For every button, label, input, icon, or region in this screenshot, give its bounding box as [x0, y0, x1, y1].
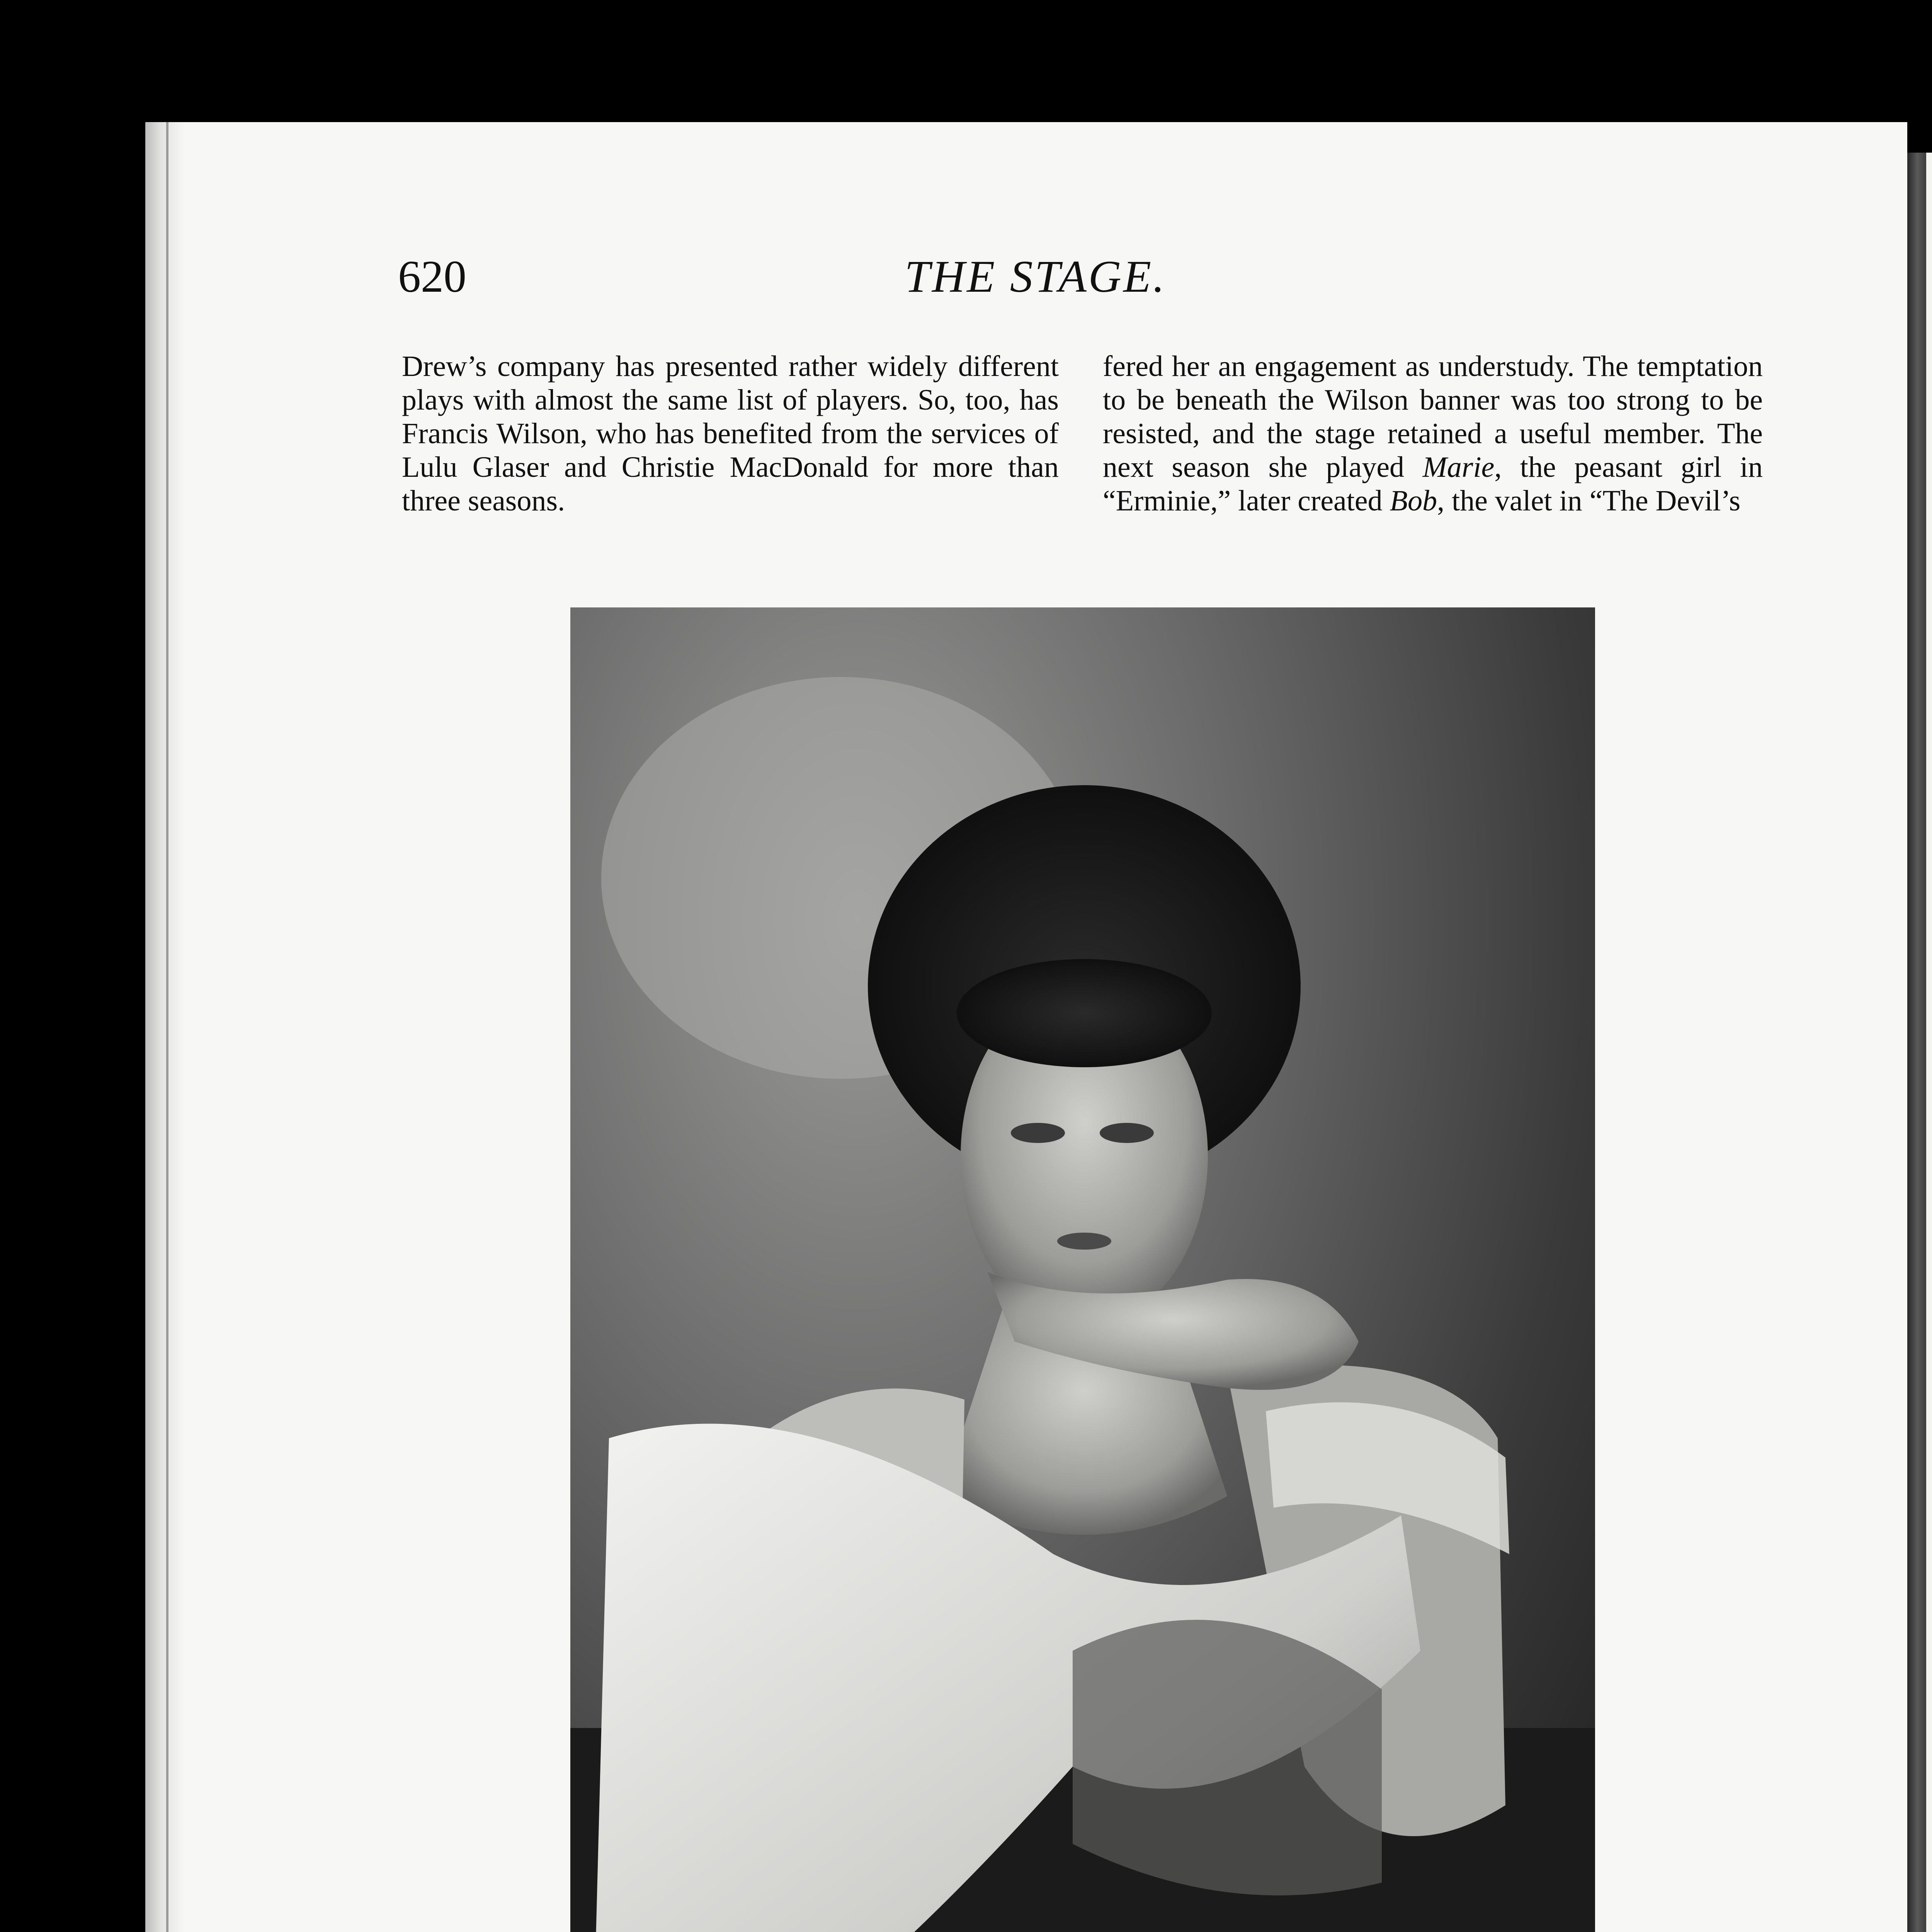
- page-gutter: [145, 122, 184, 1932]
- portrait-photograph: [570, 607, 1595, 1932]
- running-head: THE STAGE.: [905, 251, 1167, 302]
- next-page-edge: [1926, 153, 1932, 1932]
- role-name: Marie: [1422, 451, 1495, 483]
- role-name: Bob: [1389, 485, 1437, 517]
- top-right-column: [1103, 350, 1763, 518]
- text-run: fered her an engagement as understudy. The temptation to be beneath the Wilson banner was too strong to be resisted, and the stage retained a useful member. The next season she played: [1103, 350, 1763, 483]
- text-run: , the peasant girl in “Erminie,” later created: [1103, 451, 1763, 517]
- gutter-line: [166, 122, 168, 1932]
- top-left-column: [402, 350, 1059, 518]
- paragraph-top-right: [1103, 350, 1763, 518]
- paragraph-top-left: Drew’s company has presented rather widely different plays with almost the same list of players. So, too, has Francis Wilson, who has benefited from the services of Lulu Glaser and Christie MacDonald for more than three seasons.: [402, 350, 1059, 517]
- portrait-illustration: [570, 607, 1595, 1932]
- text-run: , the valet in “The Devil’s: [1437, 485, 1741, 517]
- page-number: 620: [398, 251, 466, 302]
